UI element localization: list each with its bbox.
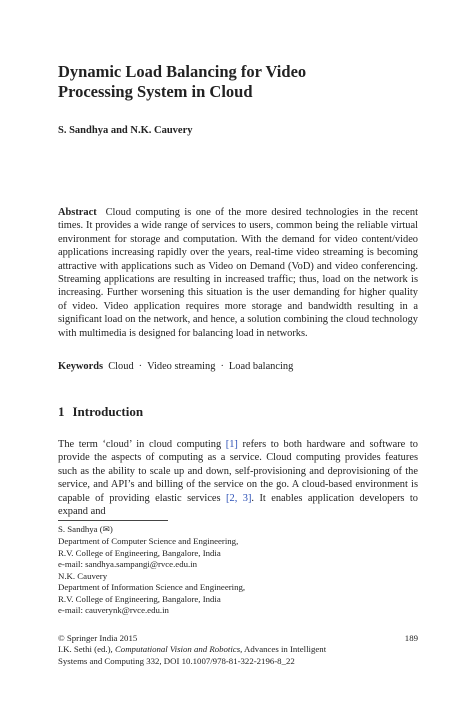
affiliation-email[interactable]: e-mail: cauverynk@rvce.edu.in xyxy=(58,604,169,615)
abstract xyxy=(58,206,418,340)
affiliation-institution: R.V. College of Engineering, Bangalore, India xyxy=(58,547,221,558)
author-list: S. Sandhya and N.K. Cauvery xyxy=(58,125,193,136)
citation-link[interactable]: [2, 3] xyxy=(226,492,252,504)
keyword-separator: · xyxy=(138,361,143,372)
copyright: © Springer India 2015 xyxy=(58,633,138,643)
doi-line: Systems and Computing 332, DOI 10.1007/978-81-322-2196-8_22 xyxy=(58,655,295,666)
author-name: N.K. Cauvery xyxy=(58,571,108,581)
intro-text-part1: The term ‘cloud’ in cloud computing xyxy=(58,439,226,450)
intro-text-part3: . It enables application developers to expand and xyxy=(58,492,419,518)
affiliation-block xyxy=(58,524,418,570)
paper-title xyxy=(58,62,418,102)
keyword-item: Load balancing xyxy=(228,361,294,372)
abstract-label: Abstract xyxy=(58,207,97,218)
keywords-label: Keywords xyxy=(58,361,104,372)
keyword-separator: · xyxy=(220,361,224,372)
affiliation-department: Department of Computer Science and Engineering, xyxy=(58,536,239,547)
author-name-close: ) xyxy=(109,524,113,534)
keywords xyxy=(58,360,418,373)
page-footer xyxy=(58,633,418,667)
book-title: Computational Vision and Robotics xyxy=(114,644,241,655)
keyword-item: Cloud xyxy=(108,361,134,372)
intro-text-part2: refers to both hardware and software to provide the aspects of computing as a service. Cloud computing provides features such as the ability to scale up and down, self-provisioning and deprovisioning of the service, and API’s and billing of the service on the go. A cloud-based environment is capable of providing elastic services xyxy=(58,439,418,504)
footnote-divider xyxy=(58,520,168,521)
section-number: 1 xyxy=(58,404,65,419)
envelope-icon: ✉ xyxy=(102,525,110,535)
section-heading xyxy=(58,404,143,420)
page-number: 189 xyxy=(404,633,418,643)
affiliation-block xyxy=(58,571,418,616)
intro-paragraph xyxy=(58,438,418,518)
author-name: S. Sandhya ( xyxy=(58,524,103,534)
title-line-1: Dynamic Load Balancing for Video xyxy=(58,62,307,81)
affiliation-institution: R.V. College of Engineering, Bangalore, India xyxy=(58,593,221,604)
affiliation-email[interactable]: e-mail: sandhya.sampangi@rvce.edu.in xyxy=(58,558,198,569)
abstract-text: Cloud computing is one of the more desired technologies in the recent times. It provides a wide range of services to users, common being the reliable virtual environment for storage and computation. With the demand for video content/video applications increasing rapidly over the years, real-time video streaming is becoming attractive with applications such as Video on Demand (VoD) and video conferencing. Streaming applications are resulting in increased traffic; thus, load on the network is increasing. Further worsening this situation is the user demanding for higher quality of video. Video application requires more storage and bandwidth resulting in a significant load on the network, and hence, a solution combining the cloud technology with multimedia is designed for balancing load in networks. xyxy=(58,207,418,339)
citation-prefix: I.K. Sethi (ed.), xyxy=(58,644,115,655)
keyword-item: Video streaming xyxy=(147,361,216,372)
citation-suffix: , Advances in Intelligent xyxy=(240,644,327,655)
title-line-2: Processing System in Cloud xyxy=(58,82,253,101)
section-title: Introduction xyxy=(72,404,144,419)
affiliation-department: Department of Information Science and Engineering, xyxy=(58,582,246,593)
citation-link[interactable]: [1] xyxy=(225,439,238,450)
